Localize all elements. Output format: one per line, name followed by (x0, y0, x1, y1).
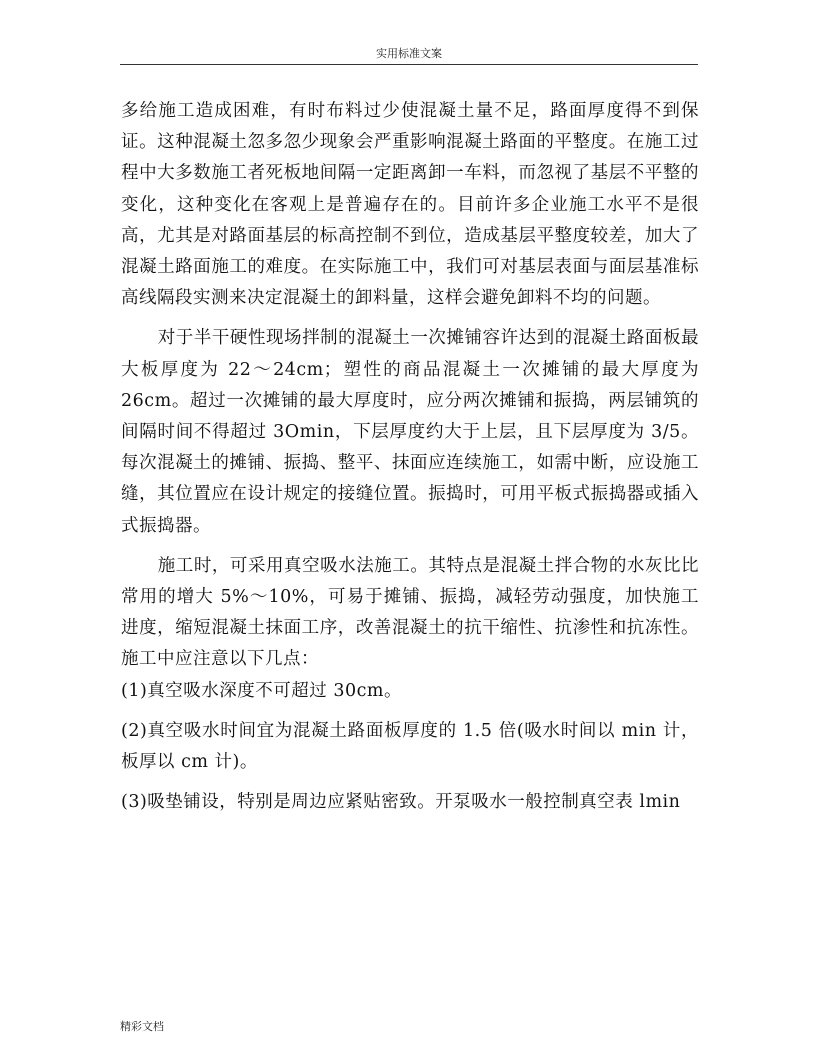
list-item-2: (2)真空吸水时间宜为混凝土路面板厚度的 1.5 倍(吸水时间以 min 计，板厚以 cm 计)。 (121, 720, 699, 773)
paragraph-3: 施工时，可采用真空吸水法施工。其特点是混凝土拌合物的水灰比比常用的增大 5%～10%，可易于摊铺、振捣，减轻劳动强度，加快施工进度，缩短混凝土抹面工序，改善混凝土的抗干缩性、抗渗性和抗冻性。施工中应注意以下几点： (121, 555, 699, 670)
list-item-1: (1)真空吸水深度不可超过 30cm。 (121, 680, 403, 701)
page-header: 实用标准文案 (376, 47, 442, 60)
list-item-3: (3)吸垫铺设，特别是周边应紧贴密致。开泵吸水一般控制真空表 lmin (121, 792, 681, 813)
document-body (121, 96, 699, 818)
paragraph-1: 多给施工造成困难，有时布料过少使混凝土量不足，路面厚度得不到保证。这种混凝土忽多忽少现象会严重影响混凝土路面的平整度。在施工过程中大多数施工者死板地间隔一定距离卸一车料，而忽视了基层不平整的变化，这种变化在客观上是普遍存在的。目前许多企业施工水平不是很高，尤其是对路面基层的标高控制不到位，造成基层平整度较差，加大了混凝土路面施工的难度。在实际施工中，我们可对基层表面与面层基准标高线隔段实测来决定混凝土的卸料量，这样会避免卸料不均的问题。 (121, 101, 699, 309)
paragraph-2: 对于半干硬性现场拌制的混凝土一次摊铺容许达到的混凝土路面板最大板厚度为 22～24cm；塑性的商品混凝土一次摊铺的最大厚度为 26cm。超过一次摊铺的最大厚度时，应分两次摊铺和振捣，两层铺筑的间隔时间不得超过 3Omin，下层厚度约大于上层，且下层厚度为 3/5。每次混凝土的摊铺、振捣、整平、抹面应连续施工，如需中断，应设施工缝，其位置应在设计规定的接缝位置。振捣时，可用平板式振捣器或插入式振捣器。 (121, 328, 699, 536)
header-divider (120, 64, 698, 65)
page-footer: 精彩文档 (120, 1020, 164, 1033)
